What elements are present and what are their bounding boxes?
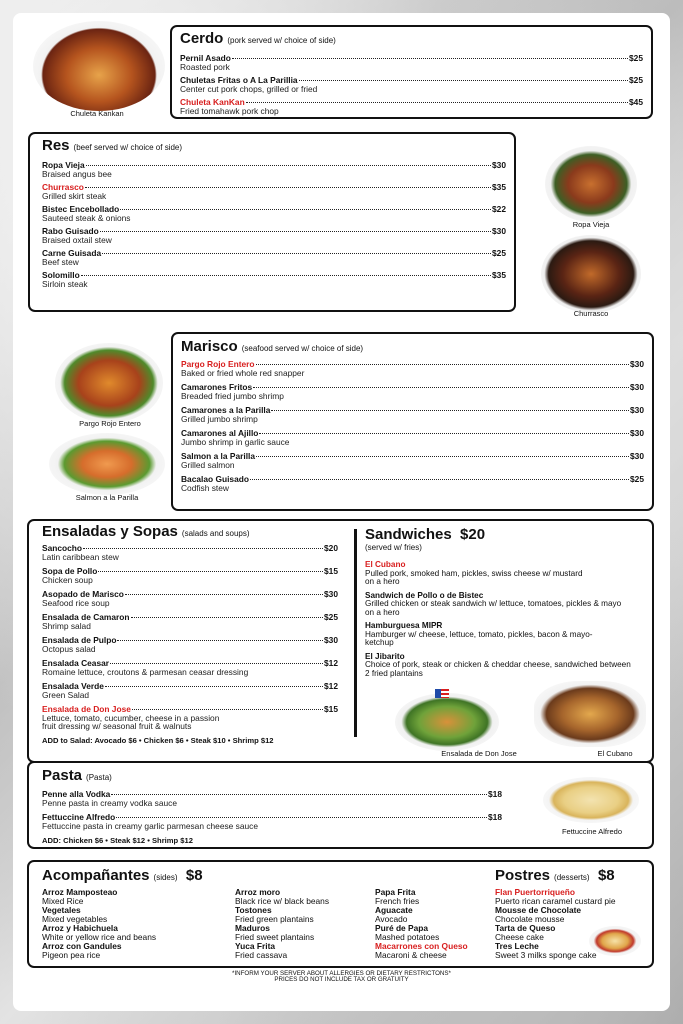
menu-item: Solomillo $35 Sirloin steak <box>42 270 506 289</box>
flag-icon <box>435 689 449 698</box>
el-cubano-photo <box>534 681 646 747</box>
salmon-photo <box>49 433 165 495</box>
sides-column-3: Papa Frita French fries Aguacate Avocado Puré de Papa Mashed potatoes Macarrones con Queso Macaroni & cheese <box>375 887 468 960</box>
menu-item: Bistec Encebollado $22 Sauteed steak & onions <box>42 204 506 223</box>
menu-item: Hamburguesa MIPR Hamburger w/ cheese, lettuce, tomato, pickles, bacon & mayo-ketchup <box>365 621 593 647</box>
menu-item: Fettuccine Alfredo $18 Fettuccine pasta in creamy garlic parmesan cheese sauce <box>42 812 502 831</box>
section-note: (served w/ fries) <box>365 543 422 552</box>
ensaladas-sandwiches-section <box>27 519 654 763</box>
menu-item: Asopado de Marisco $30 Seafood rice soup <box>42 589 338 608</box>
photo-caption: Ropa Vieja <box>572 220 610 229</box>
pargo-rojo-photo <box>55 343 163 423</box>
menu-item: Ensalada de Camaron $25 Shrimp salad <box>42 612 338 631</box>
menu-item: Pernil Asado $25 Roasted pork <box>180 53 643 72</box>
salad-addons: ADD to Salad: Avocado $6 • Chicken $6 • Steak $10 • Shrimp $12 <box>42 736 274 745</box>
chuleta-kankan-photo <box>33 21 165 111</box>
menu-item: Chuletas Fritas o A La Parillia $25 Center cut pork chops, grilled or fried <box>180 75 643 94</box>
section-title: Pasta (Pasta) <box>42 767 112 784</box>
fettuccine-photo <box>543 777 639 823</box>
menu-item: Salmon a la Parilla $30 Grilled salmon <box>181 451 644 470</box>
desserts-column: Flan Puertorriqueño Puerto rican caramel custard pie Mousse de Chocolate Chocolate mousse Tarta de Queso Cheese cake Tres Leche Sweet 3 milks sponge cake <box>495 887 616 960</box>
photo-caption: Chuleta Kankan <box>70 109 124 118</box>
section-title: Ensaladas y Sopas (salads and soups) <box>42 523 250 540</box>
menu-item: Camarones a la Parilla $30 Grilled jumbo shrimp <box>181 405 644 424</box>
menu-item: Bacalao Guisado $25 Codfish stew <box>181 474 644 493</box>
section-title: Res (beef served w/ choice of side) <box>42 137 183 154</box>
menu-item: Sopa de Pollo $15 Chicken soup <box>42 566 338 585</box>
marisco-section <box>171 332 654 511</box>
menu-item: Rabo Guisado $30 Braised oxtail stew <box>42 226 506 245</box>
allergy-notice: *INFORM YOUR SERVER ABOUT ALLERGIES OR DIETARY RESTRICTONS* <box>232 970 451 977</box>
menu-item: El Cubano Pulled pork, smoked ham, pickles, swiss cheese w/ mustard on a hero <box>365 560 583 586</box>
sides-desserts-section <box>27 860 654 968</box>
res-section <box>28 132 516 312</box>
menu-item: El Jibarito Choice of pork, steak or chicken & cheddar cheese, sandwiched between 2 fried plantains <box>365 651 631 678</box>
ensaladas-column <box>42 524 338 745</box>
menu-item: Camarones Fritos $30 Breaded fried jumbo shrimp <box>181 382 644 401</box>
section-title: Cerdo (pork served w/ choice of side) <box>180 30 336 47</box>
menu-item: Ensalada Ceasar $12 Romaine lettuce, croutons & parmesan ceasar dressing <box>42 658 338 677</box>
churrasco-photo <box>541 235 641 313</box>
menu-item: Chuleta KanKan $45 Fried tomahawk pork chop <box>180 97 643 116</box>
ropa-vieja-photo <box>545 146 637 222</box>
column-divider <box>354 529 357 737</box>
section-title: Sandwiches $20 <box>365 526 486 543</box>
section-title: Marisco (seafood served w/ choice of side) <box>181 338 364 355</box>
desserts-title: Postres (desserts) $8 <box>495 867 615 884</box>
photo-caption: Salmon a la Parilla <box>75 493 139 502</box>
flan-photo <box>589 926 641 956</box>
tax-notice: PRICES DO NOT INCLUDE TAX OR GRATUITY <box>274 976 409 983</box>
cerdo-section <box>170 25 653 119</box>
photo-caption: Pargo Rojo Entero <box>79 419 141 428</box>
ensalada-don-jose-photo <box>395 693 499 751</box>
menu-item: Churrasco $35 Grilled skirt steak <box>42 182 506 201</box>
sides-column-2: Arroz moro Black rice w/ black beans Tostones Fried green plantains Maduros Fried sweet plantains Yuca Frita Fried cassava <box>235 887 330 960</box>
pasta-section <box>27 761 654 849</box>
sides-title: Acompañantes (sides) $8 <box>42 867 203 884</box>
menu-item: Penne alla Vodka $18 Penne pasta in creamy vodka sauce <box>42 789 502 808</box>
photo-caption: Churrasco <box>573 309 609 318</box>
menu-item: Ensalada Verde $12 Green Salad <box>42 681 338 700</box>
menu-item: Sancocho $20 Latin caribbean stew <box>42 543 338 562</box>
menu-item: Sandwich de Pollo o de Bistec Grilled chicken or steak sandwich w/ lettuce, tomatoes, pickles & mayo on a hero <box>365 590 622 617</box>
menu-sheet <box>13 13 670 1011</box>
photo-caption: El Cubano <box>597 749 633 758</box>
menu-item: Carne Guisada $25 Beef stew <box>42 248 506 267</box>
sides-column-1: Arroz Mamposteao Mixed Rice Vegetales Mixed vegetables Arroz y Habichuela White or yellow rice and beans Arroz con Gandules Pigeon pea rice <box>42 887 157 960</box>
pasta-addons: ADD: Chicken $6 • Steak $12 • Shrimp $12 <box>42 836 193 845</box>
menu-item: Camarones al Ajillo $30 Jumbo shrimp in garlic sauce <box>181 428 644 447</box>
menu-item: Pargo Rojo Entero $30 Baked or fried whole red snapper <box>181 359 644 378</box>
pasta-content <box>42 768 502 845</box>
sandwiches-column <box>365 527 645 678</box>
menu-item: Ensalada de Pulpo $30 Octopus salad <box>42 635 338 654</box>
photo-caption: Fettuccine Alfredo <box>561 827 623 836</box>
photo-caption: Ensalada de Don Jose <box>441 749 517 758</box>
menu-item: Ensalada de Don Jose $15 Lettuce, tomato, cucumber, cheese in a passion fruit dressing w/ seasonal fruit & walnuts <box>42 704 338 731</box>
menu-item: Ropa Vieja $30 Braised angus bee <box>42 160 506 179</box>
